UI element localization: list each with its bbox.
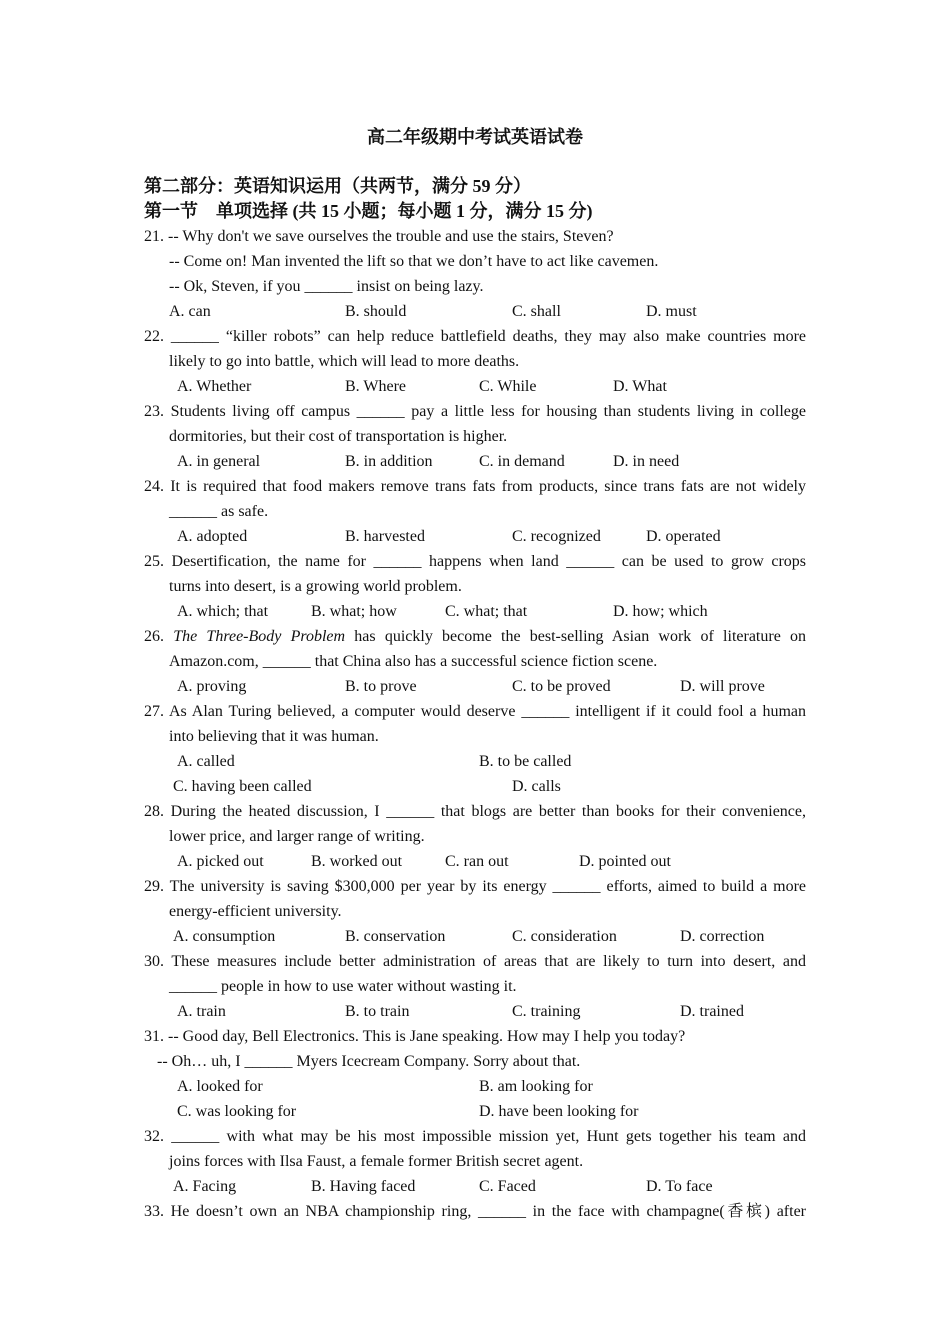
- question-21-option-b: B. should: [345, 303, 407, 320]
- question-26-book-title: The Three-Body Problem: [173, 628, 346, 645]
- question-29-line-1: 29. The university is saving $300,000 per year by its energy ______ efforts, aimed to build a more: [144, 878, 806, 895]
- section-heading: 第一节 单项选择 (共 15 小题；每小题 1 分，满分 15 分): [144, 201, 593, 221]
- question-29-option-c: C. consideration: [512, 928, 617, 945]
- question-32-option-d: D. To face: [646, 1178, 713, 1195]
- question-24-option-a: A. adopted: [177, 528, 248, 545]
- question-22-option-c: C. While: [479, 378, 537, 395]
- question-21-option-a: A. can: [169, 303, 211, 320]
- question-30-option-a: A. train: [177, 1003, 226, 1020]
- question-25-option-d: D. how; which: [613, 603, 708, 620]
- question-31-option-a: A. looked for: [177, 1078, 263, 1095]
- question-21-line-3: -- Ok, Steven, if you ______ insist on being lazy.: [169, 278, 484, 295]
- question-27-option-d: D. calls: [512, 778, 561, 795]
- question-29-option-b: B. conservation: [345, 928, 446, 945]
- question-32-option-c: C. Faced: [479, 1178, 536, 1195]
- question-26-option-d: D. will prove: [680, 678, 765, 695]
- question-31-line-1: 31. -- Good day, Bell Electronics. This is Jane speaking. How may I help you today?: [144, 1028, 686, 1045]
- page-title: 高二年级期中考试英语试卷: [367, 127, 583, 147]
- question-26-option-b: B. to prove: [345, 678, 417, 695]
- question-24-option-b: B. harvested: [345, 528, 425, 545]
- question-24-option-c: C. recognized: [512, 528, 601, 545]
- question-21-option-c: C. shall: [512, 303, 561, 320]
- question-24-line-1: 24. It is required that food makers remove trans fats from products, since trans fats are not widely: [144, 478, 806, 495]
- question-23-line-2: dormitories, but their cost of transportation is higher.: [169, 428, 508, 445]
- question-25-option-c: C. what; that: [445, 603, 528, 620]
- question-23-line-1: 23. Students living off campus ______ pay a little less for housing than students living in college: [144, 403, 806, 420]
- question-32-option-b: B. Having faced: [311, 1178, 416, 1195]
- question-26-option-a: A. proving: [177, 678, 247, 695]
- question-29-option-d: D. correction: [680, 928, 765, 945]
- question-22-option-b: B. Where: [345, 378, 407, 395]
- question-31-line-2: -- Oh… uh, I ______ Myers Icecream Company. Sorry about that.: [157, 1053, 581, 1070]
- question-28-option-b: B. worked out: [311, 853, 403, 870]
- question-32-line-2: joins forces with Ilsa Faust, a female former British secret agent.: [169, 1153, 584, 1170]
- question-26-line-2: Amazon.com, ______ that China also has a successful science fiction scene.: [169, 653, 658, 670]
- question-30-option-b: B. to train: [345, 1003, 410, 1020]
- question-27-line-2: into believing that it was human.: [169, 728, 379, 745]
- question-27-line-1: 27. As Alan Turing believed, a computer would deserve ______ intelligent if it could fool a human: [144, 703, 806, 720]
- question-30-line-2: ______ people in how to use water without wasting it.: [169, 978, 517, 995]
- question-21-option-d: D. must: [646, 303, 697, 320]
- question-23-option-d: D. in need: [613, 453, 680, 470]
- question-21-line-1: 21. -- Why don't we save ourselves the trouble and use the stairs, Steven?: [144, 228, 614, 245]
- question-25-option-b: B. what; how: [311, 603, 397, 620]
- question-29-option-a: A. consumption: [173, 928, 276, 945]
- question-25-option-a: A. which; that: [177, 603, 269, 620]
- question-27-option-b: B. to be called: [479, 753, 572, 770]
- question-29-line-2: energy-efficient university.: [169, 903, 342, 920]
- question-31-option-d: D. have been looking for: [479, 1103, 639, 1120]
- question-28-option-c: C. ran out: [445, 853, 509, 870]
- question-26-line-1: [144, 624, 806, 649]
- question-28-option-d: D. pointed out: [579, 853, 671, 870]
- question-27-option-a: A. called: [177, 753, 235, 770]
- question-27-option-c: C. having been called: [173, 778, 312, 795]
- question-23-option-c: C. in demand: [479, 453, 565, 470]
- question-30-line-1: 30. These measures include better administration of areas that are likely to turn into desert, and: [144, 953, 806, 970]
- question-22-option-d: D. What: [613, 378, 667, 395]
- question-33-line-1: 33. He doesn’t own an NBA championship ring, ______ in the face with champagne(香槟) after: [144, 1203, 806, 1220]
- question-22-option-a: A. Whether: [177, 378, 252, 395]
- question-22-line-2: likely to go into battle, which will lead to more deaths.: [169, 353, 520, 370]
- question-21-line-2: -- Come on! Man invented the lift so that we don’t have to act like cavemen.: [169, 253, 659, 270]
- question-30-option-c: C. training: [512, 1003, 581, 1020]
- question-32-option-a: A. Facing: [173, 1178, 237, 1195]
- question-26-line-1-rest: has quickly become the best-selling Asian work of literature on: [345, 628, 807, 645]
- question-25-line-1: 25. Desertification, the name for ______ happens when land ______ can be used to grow crops: [144, 553, 806, 570]
- question-28-line-1: 28. During the heated discussion, I ______ that blogs are better than books for their convenience,: [144, 803, 806, 820]
- question-23-option-a: A. in general: [177, 453, 261, 470]
- question-24-line-2: ______ as safe.: [169, 503, 269, 520]
- question-24-option-d: D. operated: [646, 528, 721, 545]
- question-26-number: 26.: [144, 628, 174, 645]
- question-26-option-c: C. to be proved: [512, 678, 611, 695]
- question-25-line-2: turns into desert, is a growing world problem.: [169, 578, 462, 595]
- question-32-line-1: 32. ______ with what may be his most impossible mission yet, Hunt gets together his team and: [144, 1128, 806, 1145]
- question-30-option-d: D. trained: [680, 1003, 744, 1020]
- question-23-option-b: B. in addition: [345, 453, 433, 470]
- question-22-line-1: 22. ______ “killer robots” can help reduce battlefield deaths, they may also make countries more: [144, 328, 806, 345]
- question-31-option-b: B. am looking for: [479, 1078, 593, 1095]
- part-heading: 第二部分：英语知识运用（共两节，满分 59 分）: [144, 176, 531, 196]
- question-28-line-2: lower price, and larger range of writing.: [169, 828, 425, 845]
- question-28-option-a: A. picked out: [177, 853, 264, 870]
- question-31-option-c: C. was looking for: [177, 1103, 297, 1120]
